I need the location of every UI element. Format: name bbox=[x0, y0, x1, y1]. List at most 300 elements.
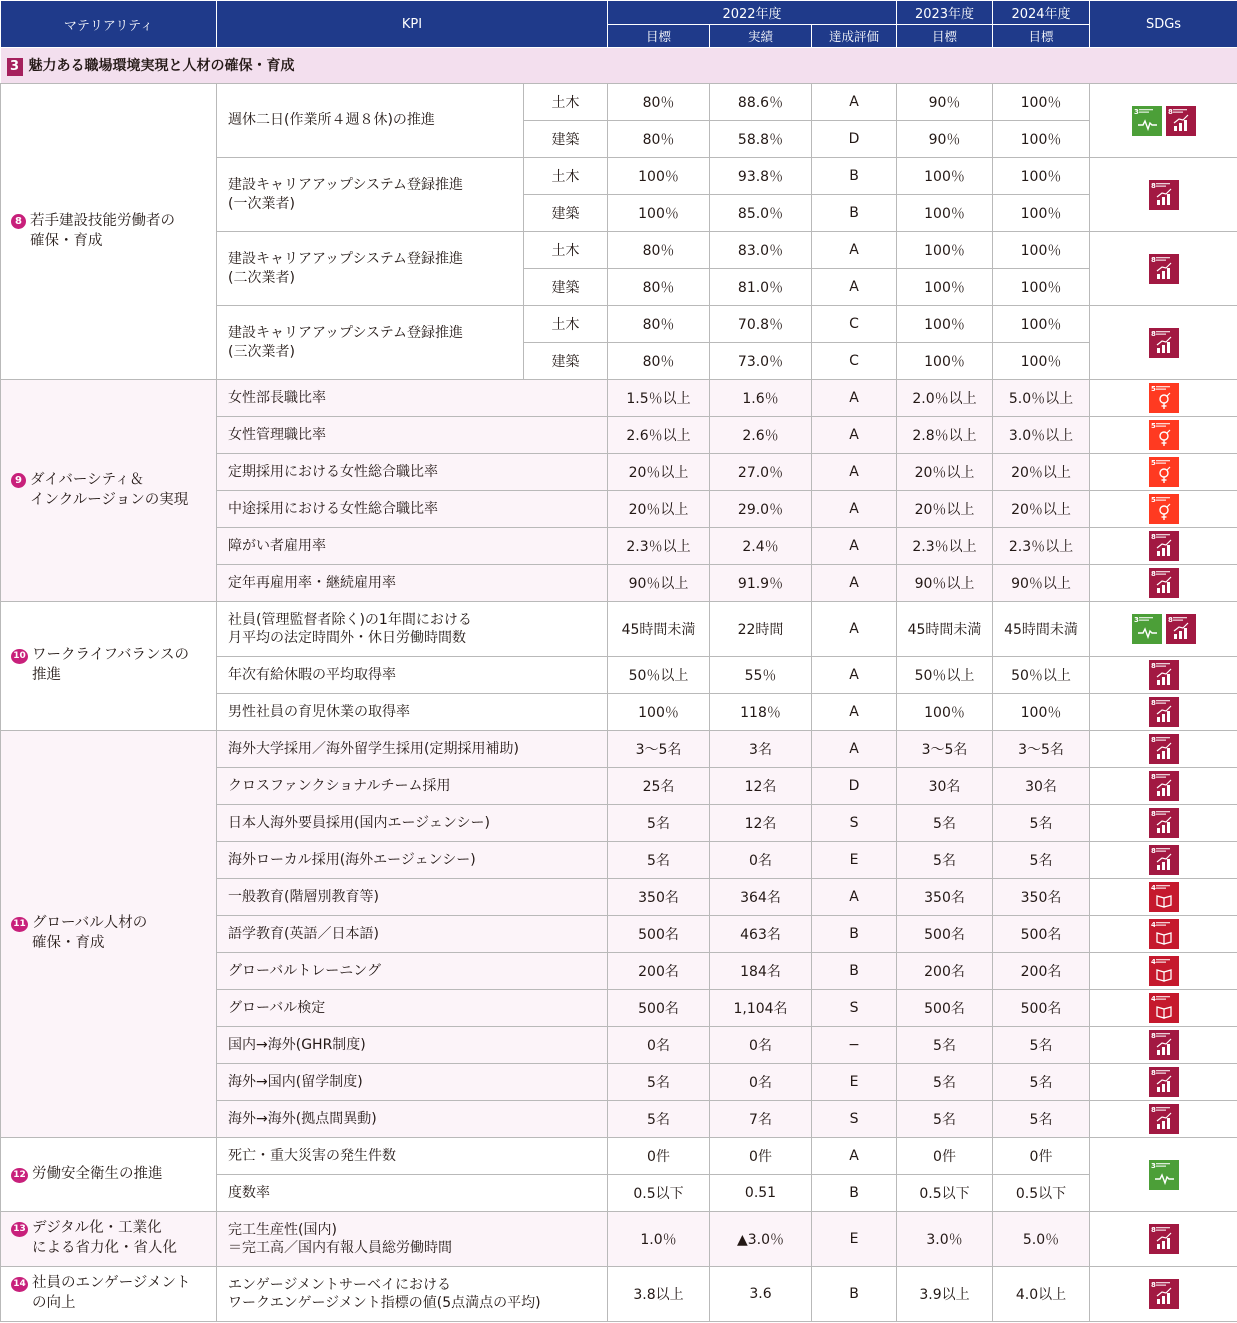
cell-2022-actual: 12名 bbox=[710, 768, 812, 805]
table-row bbox=[1, 1212, 1237, 1267]
cell-2023-target: 200名 bbox=[897, 953, 993, 990]
cell-2023-target: 90％ bbox=[897, 84, 993, 121]
cell-2022-actual: 88.6％ bbox=[710, 84, 812, 121]
sdg-8-icon bbox=[1149, 568, 1179, 598]
svg-text:8: 8 bbox=[1150, 255, 1156, 264]
cell-2024-target: 5.0％ bbox=[993, 1212, 1090, 1267]
cell-2022-evaluation: A bbox=[812, 731, 897, 768]
sdg-3-icon bbox=[1132, 106, 1162, 136]
cell-2022-actual: 1,104名 bbox=[710, 990, 812, 1027]
cell-2022-evaluation: B bbox=[812, 195, 897, 232]
svg-text:3: 3 bbox=[1133, 616, 1139, 624]
cell-2023-target: 5名 bbox=[897, 1101, 993, 1138]
cell-2024-target: 45時間未満 bbox=[993, 602, 1090, 657]
materiality-13 bbox=[1, 1212, 217, 1267]
cell-2022-evaluation: B bbox=[812, 1267, 897, 1322]
cell-2022-actual: 463名 bbox=[710, 916, 812, 953]
cell-2022-evaluation: B bbox=[812, 1175, 897, 1212]
sdg-8-icon bbox=[1149, 734, 1179, 764]
materiality-number: 14 bbox=[11, 1277, 28, 1292]
cell-2022-evaluation: A bbox=[812, 84, 897, 121]
category-label: 建築 bbox=[524, 195, 608, 232]
materiality-name: 推進 bbox=[32, 667, 61, 683]
sdg-cell bbox=[1090, 454, 1237, 491]
materiality-name: ダイバーシティ＆ bbox=[30, 471, 144, 488]
table-row bbox=[1, 602, 1237, 657]
cell-2023-target: 5名 bbox=[897, 1064, 993, 1101]
svg-text:8: 8 bbox=[1150, 1226, 1156, 1234]
kpi-label: 男性社員の育児休業の取得率 bbox=[217, 694, 608, 731]
sdg-cell bbox=[1090, 879, 1237, 916]
cell-2022-target: 100％ bbox=[608, 694, 710, 731]
cell-2022-evaluation: C bbox=[812, 306, 897, 343]
materiality-11 bbox=[1, 731, 217, 1138]
cell-2024-target: 100％ bbox=[993, 269, 1090, 306]
cell-2023-target: 2.3％以上 bbox=[897, 528, 993, 565]
sdg-cell bbox=[1090, 990, 1237, 1027]
sdg-cell bbox=[1090, 805, 1237, 842]
table-row bbox=[1, 1138, 1237, 1175]
cell-2022-evaluation: A bbox=[812, 879, 897, 916]
cell-2022-evaluation: E bbox=[812, 842, 897, 879]
cell-2023-target: 5名 bbox=[897, 1027, 993, 1064]
materiality-name: 若手建設技能労働者の bbox=[30, 212, 175, 229]
svg-text:8: 8 bbox=[1150, 181, 1156, 190]
kpi-label bbox=[217, 602, 608, 657]
svg-text:5: 5 bbox=[1150, 385, 1156, 393]
cell-2024-target: 5名 bbox=[993, 842, 1090, 879]
cell-2022-evaluation: A bbox=[812, 694, 897, 731]
cell-2023-target: 100％ bbox=[897, 232, 993, 269]
cell-2024-target: 4.0以上 bbox=[993, 1267, 1090, 1322]
svg-text:8: 8 bbox=[1150, 329, 1156, 338]
cell-2022-actual: 2.6％ bbox=[710, 417, 812, 454]
cell-2022-actual: 83.0％ bbox=[710, 232, 812, 269]
sdg-cell bbox=[1090, 953, 1237, 990]
cell-2022-evaluation: A bbox=[812, 232, 897, 269]
cell-2022-actual: 7名 bbox=[710, 1101, 812, 1138]
kpi-label: 中途採用における女性総合職比率 bbox=[217, 491, 608, 528]
cell-2022-evaluation: A bbox=[812, 380, 897, 417]
cell-2022-evaluation: E bbox=[812, 1212, 897, 1267]
kpi-label: 女性部長職比率 bbox=[217, 380, 608, 417]
cell-2023-target: 100％ bbox=[897, 195, 993, 232]
cell-2022-evaluation: − bbox=[812, 1027, 897, 1064]
category-label: 土木 bbox=[524, 306, 608, 343]
cell-2022-actual: 81.0％ bbox=[710, 269, 812, 306]
section-number: 3 bbox=[7, 58, 23, 76]
cell-2022-actual: 85.0％ bbox=[710, 195, 812, 232]
kpi-label: 一般教育(階層別教育等) bbox=[217, 879, 608, 916]
cell-2022-evaluation: D bbox=[812, 121, 897, 158]
kpi-label: 女性管理職比率 bbox=[217, 417, 608, 454]
kpi-label: クロスファンクショナルチーム採用 bbox=[217, 768, 608, 805]
sdg-cell bbox=[1090, 158, 1237, 232]
materiality-name: による省力化・省人化 bbox=[32, 1240, 177, 1256]
cell-2023-target: 2.0％以上 bbox=[897, 380, 993, 417]
cell-2022-target: 0.5以下 bbox=[608, 1175, 710, 1212]
cell-2023-target: 500名 bbox=[897, 990, 993, 1027]
cell-2022-target: 5名 bbox=[608, 842, 710, 879]
kpi-label: 国内→海外(GHR制度) bbox=[217, 1027, 608, 1064]
cell-2022-evaluation: B bbox=[812, 158, 897, 195]
cell-2024-target: 100％ bbox=[993, 343, 1090, 380]
sdg-8-icon bbox=[1149, 697, 1179, 727]
sdg-cell bbox=[1090, 565, 1237, 602]
materiality-number: 13 bbox=[11, 1222, 28, 1237]
cell-2022-actual: 58.8％ bbox=[710, 121, 812, 158]
cell-2022-target: 100％ bbox=[608, 158, 710, 195]
materiality-8 bbox=[1, 84, 217, 380]
kpi-label: 海外大学採用／海外留学生採用(定期採用補助) bbox=[217, 731, 608, 768]
sdg-4-icon bbox=[1149, 956, 1179, 986]
svg-text:8: 8 bbox=[1150, 847, 1156, 855]
kpi-line: 完工生産性(国内) bbox=[228, 1221, 337, 1238]
cell-2023-target: 0件 bbox=[897, 1138, 993, 1175]
sdg-cell bbox=[1090, 380, 1237, 417]
kpi-label bbox=[217, 158, 524, 232]
cell-2023-target: 20％以上 bbox=[897, 454, 993, 491]
sdg-5-icon bbox=[1149, 383, 1179, 413]
sdg-8-icon bbox=[1149, 1067, 1179, 1097]
sdg-cell bbox=[1090, 657, 1237, 694]
materiality-10-group bbox=[1, 602, 1237, 731]
cell-2022-evaluation: C bbox=[812, 343, 897, 380]
kpi-label: 語学教育(英語／日本語) bbox=[217, 916, 608, 953]
sdg-8-icon bbox=[1149, 254, 1179, 284]
sdg-8-icon bbox=[1149, 180, 1179, 210]
sdg-cell bbox=[1090, 602, 1237, 657]
header-2023: 2023年度 bbox=[897, 1, 993, 25]
cell-2022-target: 80％ bbox=[608, 343, 710, 380]
cell-2024-target: 0.5以下 bbox=[993, 1175, 1090, 1212]
cell-2023-target: 350名 bbox=[897, 879, 993, 916]
svg-text:3: 3 bbox=[1150, 1161, 1156, 1170]
svg-text:8: 8 bbox=[1150, 736, 1156, 744]
header-sdgs: SDGs bbox=[1090, 1, 1237, 48]
cell-2024-target: 90％以上 bbox=[993, 565, 1090, 602]
category-label: 建築 bbox=[524, 121, 608, 158]
cell-2024-target: 0件 bbox=[993, 1138, 1090, 1175]
table-row bbox=[1, 84, 1237, 121]
sdg-cell bbox=[1090, 694, 1237, 731]
cell-2022-evaluation: B bbox=[812, 953, 897, 990]
cell-2022-actual: 70.8％ bbox=[710, 306, 812, 343]
cell-2022-actual: 0件 bbox=[710, 1138, 812, 1175]
materiality-13-group bbox=[1, 1212, 1237, 1267]
kpi-line: 月平均の法定時間外・休日労働時間数 bbox=[228, 630, 466, 646]
cell-2022-evaluation: S bbox=[812, 805, 897, 842]
kpi-line: 建設キャリアアップシステム登録推進 bbox=[228, 325, 464, 342]
svg-text:8: 8 bbox=[1150, 810, 1156, 818]
cell-2022-target: 80％ bbox=[608, 306, 710, 343]
materiality-number: 11 bbox=[11, 917, 28, 932]
kpi-line: ワークエンゲージメント指標の値(5点満点の平均) bbox=[228, 1295, 541, 1311]
svg-text:5: 5 bbox=[1150, 496, 1156, 504]
sdg-cell bbox=[1090, 768, 1237, 805]
cell-2024-target: 5名 bbox=[993, 1064, 1090, 1101]
kpi-label: 日本人海外要員採用(国内エージェンシー) bbox=[217, 805, 608, 842]
cell-2022-evaluation: A bbox=[812, 1138, 897, 1175]
kpi-label: 定年再雇用率・継続雇用率 bbox=[217, 565, 608, 602]
cell-2024-target: 500名 bbox=[993, 990, 1090, 1027]
cell-2022-actual: 364名 bbox=[710, 879, 812, 916]
cell-2022-target: 90％以上 bbox=[608, 565, 710, 602]
sdg-8-icon bbox=[1149, 1104, 1179, 1134]
cell-2023-target: 3.0％ bbox=[897, 1212, 993, 1267]
svg-text:4: 4 bbox=[1150, 884, 1156, 892]
sdg-cell bbox=[1090, 232, 1237, 306]
cell-2023-target: 45時間未満 bbox=[897, 602, 993, 657]
header-2024-target: 目標 bbox=[993, 25, 1090, 48]
cell-2022-actual: ▲3.0％ bbox=[710, 1212, 812, 1267]
cell-2022-actual: 93.8％ bbox=[710, 158, 812, 195]
cell-2022-target: 80％ bbox=[608, 84, 710, 121]
materiality-name: の向上 bbox=[32, 1295, 76, 1311]
cell-2022-target: 45時間未満 bbox=[608, 602, 710, 657]
sdg-cell bbox=[1090, 84, 1237, 158]
cell-2023-target: 90％ bbox=[897, 121, 993, 158]
header-kpi: KPI bbox=[217, 1, 608, 48]
sdg-4-icon bbox=[1149, 882, 1179, 912]
header-2022-evaluation: 達成評価 bbox=[812, 25, 897, 48]
sdg-cell bbox=[1090, 528, 1237, 565]
cell-2022-target: 2.6％以上 bbox=[608, 417, 710, 454]
cell-2024-target: 100％ bbox=[993, 195, 1090, 232]
cell-2023-target: 100％ bbox=[897, 158, 993, 195]
cell-2023-target: 50％以上 bbox=[897, 657, 993, 694]
cell-2022-target: 0名 bbox=[608, 1027, 710, 1064]
cell-2024-target: 100％ bbox=[993, 158, 1090, 195]
cell-2023-target: 3〜5名 bbox=[897, 731, 993, 768]
cell-2022-target: 0件 bbox=[608, 1138, 710, 1175]
cell-2022-target: 50％以上 bbox=[608, 657, 710, 694]
cell-2024-target: 100％ bbox=[993, 232, 1090, 269]
sdg-8-icon bbox=[1149, 531, 1179, 561]
materiality-number: 12 bbox=[11, 1168, 28, 1183]
sdg-cell bbox=[1090, 842, 1237, 879]
kpi-label: 定期採用における女性総合職比率 bbox=[217, 454, 608, 491]
kpi-line: 社員(管理監督者除く)の1年間における bbox=[228, 611, 472, 628]
sdg-8-icon bbox=[1149, 845, 1179, 875]
cell-2024-target: 100％ bbox=[993, 84, 1090, 121]
cell-2024-target: 20％以上 bbox=[993, 454, 1090, 491]
header-2022: 2022年度 bbox=[608, 1, 897, 25]
cell-2023-target: 2.8％以上 bbox=[897, 417, 993, 454]
svg-text:8: 8 bbox=[1167, 107, 1173, 116]
cell-2022-evaluation: A bbox=[812, 528, 897, 565]
kpi-label: 年次有給休暇の平均取得率 bbox=[217, 657, 608, 694]
kpi-label: 障がい者雇用率 bbox=[217, 528, 608, 565]
cell-2022-evaluation: A bbox=[812, 565, 897, 602]
cell-2024-target: 100％ bbox=[993, 306, 1090, 343]
cell-2022-actual: 3名 bbox=[710, 731, 812, 768]
materiality-name: インクルージョンの実現 bbox=[30, 491, 189, 508]
svg-text:4: 4 bbox=[1150, 921, 1156, 929]
cell-2024-target: 200名 bbox=[993, 953, 1090, 990]
section-title: 魅力ある職場環境実現と人材の確保・育成 bbox=[28, 58, 295, 74]
cell-2022-actual: 55％ bbox=[710, 657, 812, 694]
svg-text:3: 3 bbox=[1133, 107, 1139, 116]
cell-2023-target: 100％ bbox=[897, 269, 993, 306]
cell-2023-target: 500名 bbox=[897, 916, 993, 953]
cell-2022-evaluation: A bbox=[812, 602, 897, 657]
category-label: 土木 bbox=[524, 84, 608, 121]
sdg-5-icon bbox=[1149, 420, 1179, 450]
svg-text:4: 4 bbox=[1150, 995, 1156, 1003]
cell-2022-target: 80％ bbox=[608, 269, 710, 306]
cell-2023-target: 5名 bbox=[897, 805, 993, 842]
kpi-line: (一次業者) bbox=[228, 195, 295, 212]
kpi-line: ＝完工高／国内有報人員総労働時間 bbox=[228, 1240, 452, 1256]
sdg-5-icon bbox=[1149, 494, 1179, 524]
svg-text:8: 8 bbox=[1150, 570, 1156, 578]
cell-2024-target: 500名 bbox=[993, 916, 1090, 953]
kpi-label: グローバルトレーニング bbox=[217, 953, 608, 990]
cell-2022-evaluation: A bbox=[812, 657, 897, 694]
svg-text:4: 4 bbox=[1150, 958, 1156, 966]
cell-2022-evaluation: S bbox=[812, 990, 897, 1027]
svg-text:8: 8 bbox=[1150, 1281, 1156, 1289]
cell-2024-target: 5名 bbox=[993, 1027, 1090, 1064]
sdg-cell bbox=[1090, 916, 1237, 953]
cell-2023-target: 3.9以上 bbox=[897, 1267, 993, 1322]
cell-2023-target: 20％以上 bbox=[897, 491, 993, 528]
kpi-label: 週休二日(作業所４週８休)の推進 bbox=[217, 84, 524, 158]
cell-2022-target: 5名 bbox=[608, 1064, 710, 1101]
sdg-cell bbox=[1090, 1267, 1237, 1322]
header-2022-actual: 実績 bbox=[710, 25, 812, 48]
sdg-cell bbox=[1090, 1212, 1237, 1267]
materiality-name: 労働安全衛生の推進 bbox=[32, 1165, 163, 1182]
sdg-8-icon bbox=[1149, 328, 1179, 358]
cell-2024-target: 350名 bbox=[993, 879, 1090, 916]
svg-text:8: 8 bbox=[1150, 1106, 1156, 1114]
materiality-number: 8 bbox=[11, 214, 26, 229]
svg-text:5: 5 bbox=[1150, 422, 1156, 430]
svg-text:8: 8 bbox=[1150, 773, 1156, 781]
sdg-cell bbox=[1090, 306, 1237, 380]
header-2023-target: 目標 bbox=[897, 25, 993, 48]
svg-text:8: 8 bbox=[1150, 533, 1156, 541]
cell-2023-target: 100％ bbox=[897, 306, 993, 343]
cell-2022-actual: 12名 bbox=[710, 805, 812, 842]
cell-2022-target: 1.5％以上 bbox=[608, 380, 710, 417]
kpi-label bbox=[217, 1267, 608, 1322]
sdg-5-icon bbox=[1149, 457, 1179, 487]
sdg-cell bbox=[1090, 1101, 1237, 1138]
cell-2022-evaluation: A bbox=[812, 454, 897, 491]
materiality-12 bbox=[1, 1138, 217, 1212]
cell-2023-target: 0.5以下 bbox=[897, 1175, 993, 1212]
sdg-8-icon bbox=[1149, 1224, 1179, 1254]
cell-2024-target: 100％ bbox=[993, 694, 1090, 731]
category-label: 土木 bbox=[524, 158, 608, 195]
svg-text:8: 8 bbox=[1150, 699, 1156, 707]
cell-2022-target: 20％以上 bbox=[608, 454, 710, 491]
table-row bbox=[1, 731, 1237, 768]
table-row bbox=[1, 1267, 1237, 1322]
header-2024: 2024年度 bbox=[993, 1, 1090, 25]
kpi-line: エンゲージメントサーベイにおける bbox=[228, 1276, 452, 1293]
cell-2022-actual: 27.0％ bbox=[710, 454, 812, 491]
materiality-name: ワークライフバランスの bbox=[32, 647, 190, 664]
sdg-cell bbox=[1090, 491, 1237, 528]
sdg-8-icon bbox=[1149, 660, 1179, 690]
cell-2022-target: 25名 bbox=[608, 768, 710, 805]
kpi-label: 海外→海外(拠点間異動) bbox=[217, 1101, 608, 1138]
cell-2022-actual: 0名 bbox=[710, 1064, 812, 1101]
cell-2022-target: 200名 bbox=[608, 953, 710, 990]
kpi-label bbox=[217, 1212, 608, 1267]
cell-2022-target: 80％ bbox=[608, 232, 710, 269]
cell-2022-actual: 184名 bbox=[710, 953, 812, 990]
sdg-cell bbox=[1090, 1138, 1237, 1212]
cell-2022-target: 3〜5名 bbox=[608, 731, 710, 768]
category-label: 建築 bbox=[524, 269, 608, 306]
cell-2022-target: 5名 bbox=[608, 1101, 710, 1138]
cell-2024-target: 5名 bbox=[993, 1101, 1090, 1138]
category-label: 建築 bbox=[524, 343, 608, 380]
sdg-8-icon bbox=[1166, 614, 1196, 644]
materiality-name: 社員のエンゲージメント bbox=[32, 1275, 191, 1292]
svg-text:8: 8 bbox=[1150, 1069, 1156, 1077]
cell-2022-actual: 22時間 bbox=[710, 602, 812, 657]
materiality-name: 確保・育成 bbox=[32, 935, 105, 951]
svg-text:8: 8 bbox=[1150, 1032, 1156, 1040]
sdg-4-icon bbox=[1149, 919, 1179, 949]
cell-2022-actual: 0名 bbox=[710, 1027, 812, 1064]
cell-2023-target: 90％以上 bbox=[897, 565, 993, 602]
cell-2024-target: 30名 bbox=[993, 768, 1090, 805]
materiality-number: 10 bbox=[11, 649, 28, 664]
sdg-4-icon bbox=[1149, 993, 1179, 1023]
cell-2022-evaluation: A bbox=[812, 269, 897, 306]
cell-2022-evaluation: A bbox=[812, 417, 897, 454]
cell-2022-actual: 29.0％ bbox=[710, 491, 812, 528]
materiality-9-group bbox=[1, 380, 1237, 602]
materiality-14 bbox=[1, 1267, 217, 1322]
kpi-label: 海外→国内(留学制度) bbox=[217, 1064, 608, 1101]
sdg-8-icon bbox=[1166, 106, 1196, 136]
materiality-9 bbox=[1, 380, 217, 602]
cell-2022-target: 500名 bbox=[608, 990, 710, 1027]
materiality-14-group bbox=[1, 1267, 1237, 1322]
cell-2022-target: 500名 bbox=[608, 916, 710, 953]
sdg-8-icon bbox=[1149, 771, 1179, 801]
header-2022-target: 目標 bbox=[608, 25, 710, 48]
cell-2022-evaluation: S bbox=[812, 1101, 897, 1138]
kpi-label: グローバル検定 bbox=[217, 990, 608, 1027]
cell-2023-target: 100％ bbox=[897, 343, 993, 380]
cell-2022-evaluation: B bbox=[812, 916, 897, 953]
cell-2022-target: 20％以上 bbox=[608, 491, 710, 528]
kpi-label: 度数率 bbox=[217, 1175, 608, 1212]
cell-2022-target: 80％ bbox=[608, 121, 710, 158]
kpi-label: 海外ローカル採用(海外エージェンシー) bbox=[217, 842, 608, 879]
materiality-10 bbox=[1, 602, 217, 731]
cell-2023-target: 30名 bbox=[897, 768, 993, 805]
cell-2024-target: 50％以上 bbox=[993, 657, 1090, 694]
materiality-name: 確保・育成 bbox=[30, 232, 103, 249]
cell-2022-target: 3.8以上 bbox=[608, 1267, 710, 1322]
sdg-8-icon bbox=[1149, 1279, 1179, 1309]
cell-2022-target: 1.0％ bbox=[608, 1212, 710, 1267]
section-header bbox=[1, 48, 1237, 84]
kpi-line: (三次業者) bbox=[228, 343, 295, 360]
sdg-cell bbox=[1090, 1027, 1237, 1064]
svg-text:5: 5 bbox=[1150, 459, 1156, 467]
